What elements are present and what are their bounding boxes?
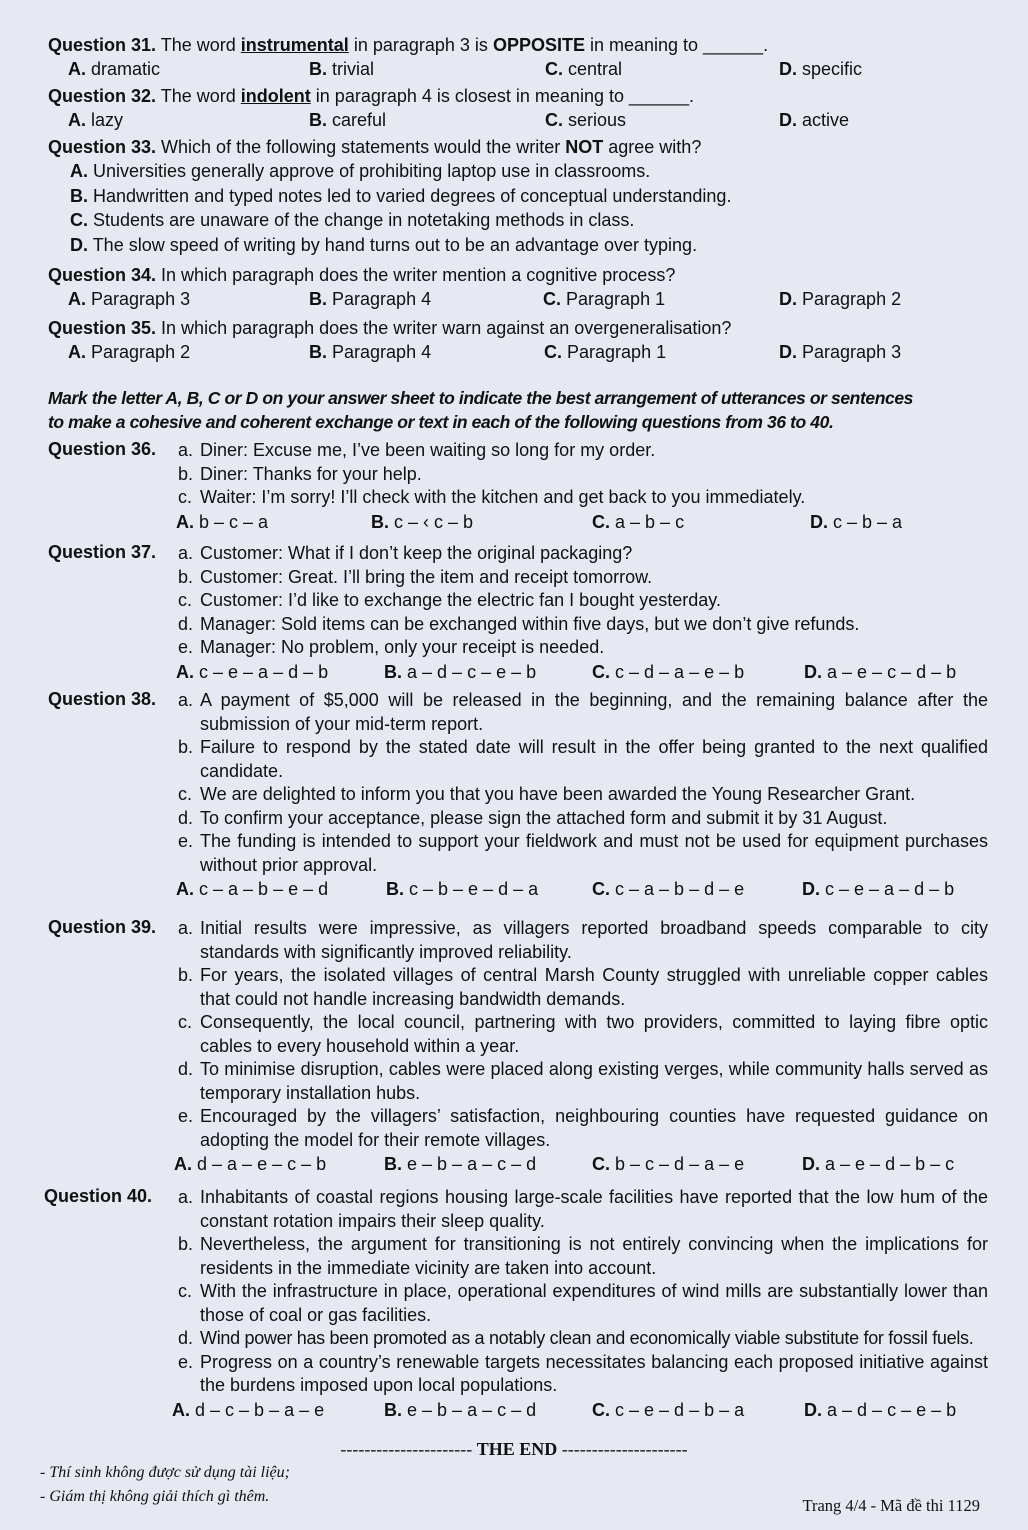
question-40 [44, 1186, 988, 1422]
question-31-stem: Question 31. The word instrumental in paragraph 3 is OPPOSITE in meaning to ______. [48, 35, 769, 55]
option-c[interactable]: C. Paragraph 1 [543, 289, 666, 309]
option-a[interactable]: A. b – c – a [176, 511, 269, 532]
option-a[interactable]: A. c – a – b – e – d [176, 879, 329, 899]
sentence-b: b. For years, the isolated villages of central Marsh County struggled with unreliable copper cables that could not handle increasing bandwidth demands. [178, 965, 988, 1009]
question-31 [48, 33, 988, 81]
sentence-b: b. Nevertheless, the argument for transitioning is not entirely convincing when the implications for residents in the immediate vicinity are taken into account. [178, 1234, 988, 1278]
sentence-d: d. To confirm your acceptance, please sign the attached form and submit it by 31 August. [178, 807, 888, 828]
sentence-d: d. Manager: Sold items can be exchanged within five days, but we don’t give refunds. [178, 613, 860, 634]
question-label: Question 40. [44, 1186, 153, 1206]
sentence-a: a. Initial results were impressive, as villagers reported broadband speeds comparable to city standards with significantly improved reliability. [178, 918, 988, 962]
sentence-c: c. Customer: I’d like to exchange the electric fan I bought yesterday. [178, 590, 721, 610]
option-a[interactable]: A. lazy [68, 110, 124, 130]
section-instruction: Mark the letter A, B, C or D on your answer sheet to indicate the best arrangement of utterances or sentences to make a cohesive and coherent exchange or text in each of the following questions from 36 to 40. [48, 388, 914, 432]
question-label: Question 38. [48, 689, 157, 709]
question-34-stem: Question 34. In which paragraph does the writer mention a cognitive process? [48, 265, 676, 285]
option-c[interactable]: C. c – d – a – e – b [592, 661, 745, 682]
sentence-e: e. Progress on a country’s renewable targets necessitates balancing each proposed initiative against the burdens imposed upon local populations. [178, 1351, 988, 1395]
options-row [176, 1152, 988, 1176]
option-c[interactable]: C. b – c – d – a – e [592, 1154, 745, 1174]
sentence-e: e. Encouraged by the villagers’ satisfaction, neighbouring counties have requested guidance on adopting the model for their remote villages. [178, 1106, 988, 1150]
question-label: Question 36. [48, 439, 157, 459]
option-b[interactable]: B. c – b – e – d – a [386, 879, 539, 899]
sentence-d: d. To minimise disruption, cables were placed along existing verges, while community halls served as temporary installation hubs. [178, 1059, 988, 1103]
option-d[interactable]: D. a – e – c – d – b [804, 661, 957, 682]
sentence-c: c. We are delighted to inform you that you have been awarded the Young Researcher Grant. [178, 784, 916, 804]
option-b[interactable]: B. c – ‹ c – b [371, 511, 474, 532]
question-label: Question 35. [48, 318, 157, 338]
option-c[interactable]: C. c – e – d – b – a [592, 1399, 745, 1420]
option-c[interactable]: C. Paragraph 1 [544, 342, 667, 362]
question-label: Question 34. [48, 265, 157, 285]
sentence-b: b. Failure to respond by the stated date will result in the offer being granted to the next qualified candidate. [178, 737, 988, 781]
sentence-a: a. A payment of $5,000 will be released in the beginning, and the remaining balance after the submission of your mid-term report. [178, 690, 988, 734]
option-d[interactable]: D. The slow speed of writing by hand turns out to be an advantage over typing. [70, 234, 698, 255]
question-33-stem: Question 33. Which of the following statements would the writer NOT agree with? [48, 137, 702, 157]
option-d[interactable]: D. specific [779, 59, 863, 79]
options-row [176, 877, 988, 901]
option-d[interactable]: D. Paragraph 3 [779, 342, 902, 362]
sentence-e: e. The funding is intended to support your fieldwork and must not be used for equipment purchases without prior approval. [178, 831, 988, 875]
option-a[interactable]: A. d – c – b – a – e [172, 1399, 325, 1420]
option-b[interactable]: B. Handwritten and typed notes led to varied degrees of conceptual understanding. [70, 185, 732, 206]
options-row [48, 108, 988, 132]
question-label: Question 33. [48, 137, 157, 157]
options-row [48, 340, 988, 364]
question-32 [48, 84, 988, 132]
question-33 [48, 135, 988, 257]
options-row [176, 660, 988, 684]
option-d[interactable]: D. active [779, 110, 850, 130]
options-row [48, 57, 988, 81]
sentence-e: e. Manager: No problem, only your receipt is needed. [178, 637, 605, 657]
option-c[interactable]: C. serious [545, 110, 627, 130]
option-b[interactable]: B. careful [309, 110, 387, 130]
sentence-b: b. Customer: Great. I’ll bring the item and receipt tomorrow. [178, 566, 653, 587]
question-label: Question 37. [48, 542, 157, 562]
target-word: indolent [240, 86, 311, 106]
question-35 [48, 316, 988, 364]
question-label: Question 32. [48, 86, 157, 106]
option-c[interactable]: C. central [545, 59, 623, 79]
option-b[interactable]: B. e – b – a – c – d [384, 1399, 537, 1420]
option-b[interactable]: B. a – d – c – e – b [384, 661, 537, 682]
options-row [172, 1398, 988, 1422]
option-c[interactable]: C. Students are unaware of the change in notetaking methods in class. [70, 210, 635, 230]
page-footer: Trang 4/4 - Mã đề thi 1129 [802, 1496, 980, 1515]
question-38 [48, 689, 988, 901]
note-line: - Thí sinh không được sử dụng tài liệu; [40, 1464, 290, 1481]
question-34 [48, 263, 988, 311]
sentence-b: b. Diner: Thanks for your help. [178, 463, 422, 484]
option-a[interactable]: A. c – e – a – d – b [176, 661, 329, 682]
keyword: OPPOSITE [492, 35, 585, 55]
option-b[interactable]: B. e – b – a – c – d [384, 1154, 537, 1174]
option-d[interactable]: D. c – b – a [810, 511, 903, 532]
question-39 [48, 917, 988, 1176]
option-b[interactable]: B. Paragraph 4 [309, 342, 432, 362]
option-d[interactable]: D. c – e – a – d – b [802, 879, 955, 899]
question-32-stem: Question 32. The word indolent in paragraph 4 is closest in meaning to ______. [48, 86, 695, 106]
question-36 [48, 439, 988, 534]
question-37 [48, 542, 988, 684]
question-label: Question 31. [48, 35, 157, 55]
option-a[interactable]: A. Paragraph 2 [68, 342, 191, 362]
options-row [48, 287, 988, 311]
option-c[interactable]: C. a – b – c [592, 511, 685, 532]
option-c[interactable]: C. c – a – b – d – e [592, 879, 745, 899]
sentence-c: c. Waiter: I’m sorry! I’ll check with the kitchen and get back to you immediately. [178, 487, 806, 507]
option-d[interactable]: D. Paragraph 2 [779, 289, 902, 309]
option-b[interactable]: B. trivial [309, 59, 375, 79]
sentence-a: a. Inhabitants of coastal regions housing large-scale facilities have reported that the low hum of the constant rotation impairs their sleep quality. [178, 1187, 988, 1231]
target-word: instrumental [240, 35, 349, 55]
sentence-c: c. With the infrastructure in place, operational expenditures of wind mills are substantially lower than those of coal or gas facilities. [178, 1281, 988, 1325]
sentence-a: a. Customer: What if I don’t keep the original packaging? [178, 543, 633, 563]
option-d[interactable]: D. a – d – c – e – b [804, 1399, 957, 1420]
keyword: NOT [565, 137, 604, 157]
end-title: THE END [476, 1439, 558, 1459]
option-b[interactable]: B. Paragraph 4 [309, 289, 432, 309]
option-d[interactable]: D. a – e – d – b – c [802, 1154, 955, 1174]
sentence-a: a. Diner: Excuse me, I’ve been waiting so long for my order. [178, 440, 656, 460]
question-35-stem: Question 35. In which paragraph does the writer warn against an overgeneralisation? [48, 318, 732, 338]
sentence-c: c. Consequently, the local council, partnering with two providers, committed to laying fibre optic cables to every household within a year. [178, 1012, 988, 1056]
option-a[interactable]: A. Universities generally approve of prohibiting laptop use in classrooms. [70, 161, 651, 181]
question-label: Question 39. [48, 917, 157, 937]
options-row [176, 510, 988, 534]
option-a[interactable]: A. d – a – e – c – b [174, 1154, 327, 1174]
option-a[interactable]: A. Paragraph 3 [68, 289, 191, 309]
end-marker: ---------------------- THE END --------------------- [340, 1439, 688, 1459]
note-line: - Giám thị không giải thích gì thêm. [40, 1488, 270, 1505]
option-a[interactable]: A. dramatic [68, 59, 161, 79]
sentence-d: d. Wind power has been promoted as a notably clean and economically viable substitute for fossil fuels. [178, 1328, 974, 1348]
